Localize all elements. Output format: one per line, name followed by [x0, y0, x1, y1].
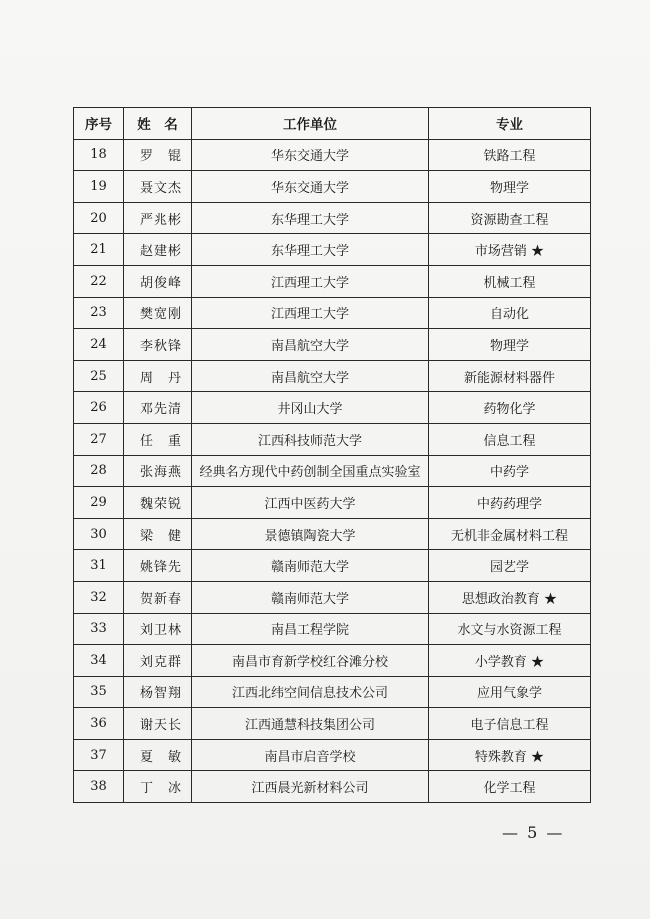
work-unit-cell: 赣南师范大学 — [192, 550, 429, 582]
serial-number-cell: 20 — [74, 202, 124, 234]
major-cell: 铁路工程 — [429, 139, 591, 171]
name-cell: 赵建彬 — [124, 234, 192, 266]
major-cell: 信息工程 — [429, 423, 591, 455]
work-unit-cell: 东华理工大学 — [192, 234, 429, 266]
table-row — [74, 423, 591, 455]
table-row — [74, 297, 591, 329]
major-cell: 中药学 — [429, 455, 591, 487]
major-cell: 无机非金属材料工程 — [429, 518, 591, 550]
work-unit-cell: 江西中医药大学 — [192, 487, 429, 519]
major-cell: 特殊教育 ★ — [429, 739, 591, 771]
work-unit-cell: 江西北纬空间信息技术公司 — [192, 676, 429, 708]
work-unit-cell: 华东交通大学 — [192, 171, 429, 203]
header-serial-number: 序号 — [74, 108, 124, 140]
major-cell: 电子信息工程 — [429, 708, 591, 740]
name-cell: 杨智翔 — [124, 676, 192, 708]
name-cell: 刘克群 — [124, 645, 192, 677]
table-row — [74, 581, 591, 613]
major-cell: 机械工程 — [429, 265, 591, 297]
serial-number-cell: 38 — [74, 771, 124, 803]
serial-number-cell: 32 — [74, 581, 124, 613]
table-row — [74, 392, 591, 424]
header-major: 专业 — [429, 108, 591, 140]
work-unit-cell: 江西通慧科技集团公司 — [192, 708, 429, 740]
work-unit-cell: 江西科技师范大学 — [192, 423, 429, 455]
name-cell: 梁 健 — [124, 518, 192, 550]
table-row — [74, 613, 591, 645]
major-cell: 思想政治教育 ★ — [429, 581, 591, 613]
table-row — [74, 234, 591, 266]
work-unit-cell: 东华理工大学 — [192, 202, 429, 234]
header-name: 姓 名 — [124, 108, 192, 140]
major-cell: 小学教育 ★ — [429, 645, 591, 677]
table-row — [74, 739, 591, 771]
serial-number-cell: 35 — [74, 676, 124, 708]
name-cell: 贺新春 — [124, 581, 192, 613]
serial-number-cell: 28 — [74, 455, 124, 487]
work-unit-cell: 南昌市启音学校 — [192, 739, 429, 771]
serial-number-cell: 34 — [74, 645, 124, 677]
work-unit-cell: 南昌工程学院 — [192, 613, 429, 645]
table-row — [74, 708, 591, 740]
major-cell: 应用气象学 — [429, 676, 591, 708]
table-row — [74, 171, 591, 203]
name-cell: 邓先清 — [124, 392, 192, 424]
major-cell: 市场营销 ★ — [429, 234, 591, 266]
name-cell: 李秋锋 — [124, 329, 192, 361]
serial-number-cell: 36 — [74, 708, 124, 740]
name-cell: 魏荣锐 — [124, 487, 192, 519]
name-cell: 聂文杰 — [124, 171, 192, 203]
table-row — [74, 360, 591, 392]
serial-number-cell: 23 — [74, 297, 124, 329]
serial-number-cell: 30 — [74, 518, 124, 550]
work-unit-cell: 江西晨光新材料公司 — [192, 771, 429, 803]
major-cell: 药物化学 — [429, 392, 591, 424]
major-cell: 物理学 — [429, 329, 591, 361]
name-cell: 任 重 — [124, 423, 192, 455]
name-cell: 周 丹 — [124, 360, 192, 392]
table-row — [74, 265, 591, 297]
major-cell: 自动化 — [429, 297, 591, 329]
serial-number-cell: 37 — [74, 739, 124, 771]
serial-number-cell: 19 — [74, 171, 124, 203]
major-cell: 中药药理学 — [429, 487, 591, 519]
major-cell: 水文与水资源工程 — [429, 613, 591, 645]
work-unit-cell: 井冈山大学 — [192, 392, 429, 424]
work-unit-cell: 江西理工大学 — [192, 297, 429, 329]
name-cell: 刘卫林 — [124, 613, 192, 645]
work-unit-cell: 南昌市育新学校红谷滩分校 — [192, 645, 429, 677]
work-unit-cell: 景德镇陶瓷大学 — [192, 518, 429, 550]
table-row — [74, 455, 591, 487]
serial-number-cell: 22 — [74, 265, 124, 297]
serial-number-cell: 27 — [74, 423, 124, 455]
name-cell: 胡俊峰 — [124, 265, 192, 297]
table-row — [74, 645, 591, 677]
name-cell: 樊宽刚 — [124, 297, 192, 329]
serial-number-cell: 24 — [74, 329, 124, 361]
page-number: — 5 — — [502, 823, 565, 842]
serial-number-cell: 21 — [74, 234, 124, 266]
serial-number-cell: 29 — [74, 487, 124, 519]
table-row — [74, 676, 591, 708]
work-unit-cell: 南昌航空大学 — [192, 329, 429, 361]
work-unit-cell: 经典名方现代中药创制全国重点实验室 — [192, 455, 429, 487]
serial-number-cell: 18 — [74, 139, 124, 171]
work-unit-cell: 江西理工大学 — [192, 265, 429, 297]
table-row — [74, 139, 591, 171]
major-cell: 化学工程 — [429, 771, 591, 803]
serial-number-cell: 25 — [74, 360, 124, 392]
name-cell: 姚锋先 — [124, 550, 192, 582]
table-row — [74, 518, 591, 550]
table-row — [74, 550, 591, 582]
table-header-row — [74, 108, 591, 140]
major-cell: 园艺学 — [429, 550, 591, 582]
serial-number-cell: 33 — [74, 613, 124, 645]
table-body — [74, 139, 591, 802]
serial-number-cell: 26 — [74, 392, 124, 424]
major-cell: 物理学 — [429, 171, 591, 203]
table-row — [74, 329, 591, 361]
name-cell: 罗 锟 — [124, 139, 192, 171]
work-unit-cell: 华东交通大学 — [192, 139, 429, 171]
roster-table — [73, 107, 591, 803]
work-unit-cell: 南昌航空大学 — [192, 360, 429, 392]
name-cell: 谢天长 — [124, 708, 192, 740]
table-row — [74, 202, 591, 234]
table-row — [74, 487, 591, 519]
header-work-unit: 工作单位 — [192, 108, 429, 140]
major-cell: 新能源材料器件 — [429, 360, 591, 392]
work-unit-cell: 赣南师范大学 — [192, 581, 429, 613]
table-row — [74, 771, 591, 803]
name-cell: 丁 冰 — [124, 771, 192, 803]
name-cell: 夏 敏 — [124, 739, 192, 771]
major-cell: 资源勘查工程 — [429, 202, 591, 234]
serial-number-cell: 31 — [74, 550, 124, 582]
name-cell: 严兆彬 — [124, 202, 192, 234]
name-cell: 张海燕 — [124, 455, 192, 487]
